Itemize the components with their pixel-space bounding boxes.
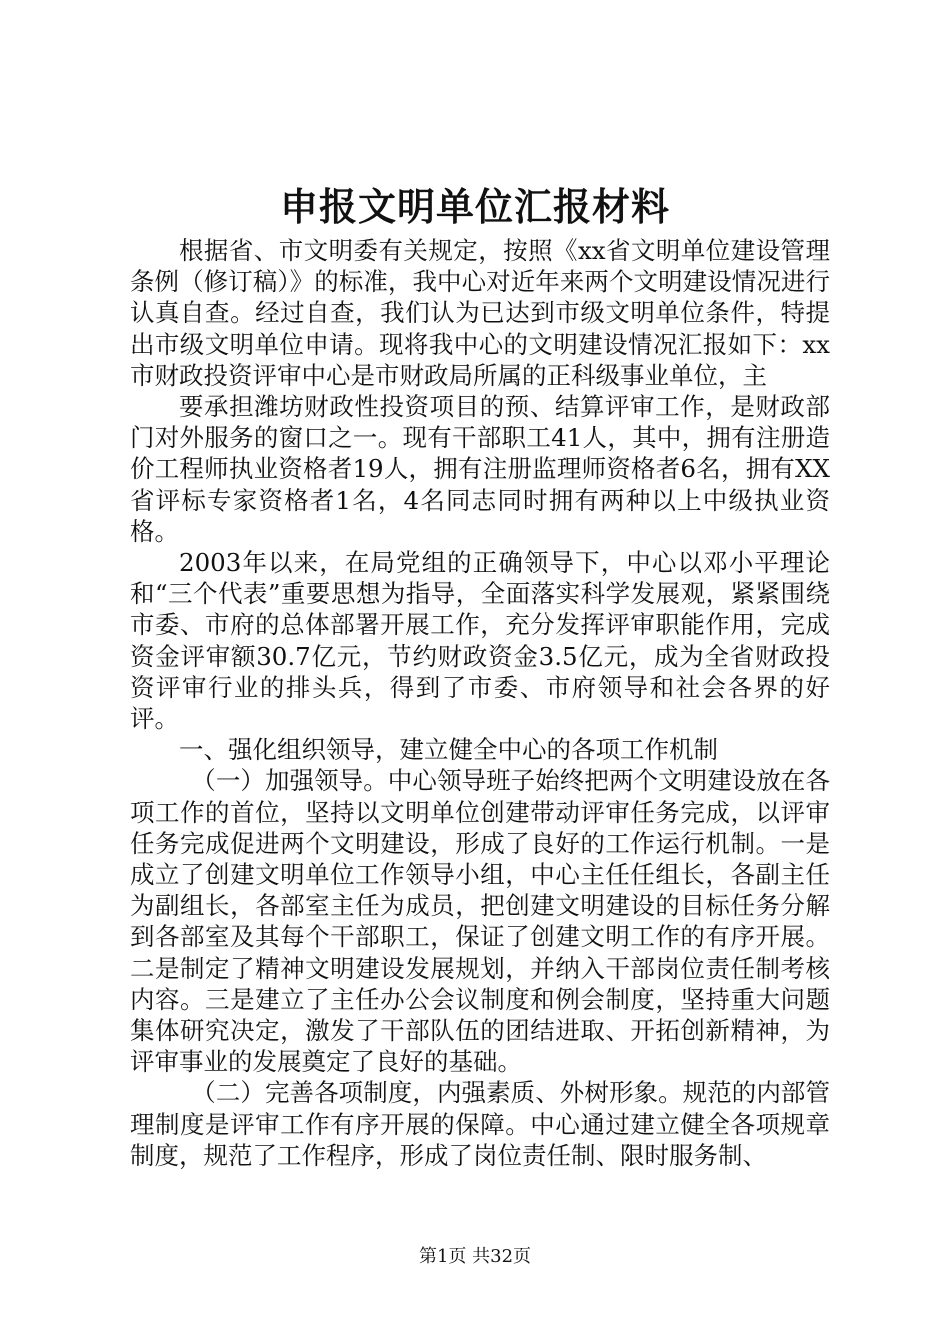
document-title: 申报文明单位汇报材料 [279,185,670,229]
paragraph-leadership: （一）加强领导。中心领导班子始终把两个文明建设放在各项工作的首位，坚持以文明单位创建带动评审任务完成，以评审任务完成促进两个文明建设，形成了良好的工作运行机制。一是成立了创建文明单位工作领导小组，中心主任任组长，各副主任为副组长，各部室主任为成员，把创建文明建设的目标任务分解到各部室及其每个干部职工，保证了创建文明工作的有序开展。二是制定了精神文明建设发展规划，并纳入干部岗位责任制考核内容。三是建立了主任办公会议制度和例会制度，坚持重大问题集体研究决定，激发了干部队伍的团结进取、开拓创新精神，为评审事业的发展奠定了良好的基础。 [130,766,830,1077]
paragraph-staff: 要承担潍坊财政性投资项目的预、结算评审工作，是财政部门对外服务的窗口之一。现有干部职工41人，其中，拥有注册造价工程师执业资格者19人，拥有注册监理师资格者6名，拥有XX省评标专家资格者1名，4名同志同时拥有两种以上中级执业资格。 [130,392,830,546]
paragraph-intro: 根据省、市文明委有关规定，按照《xx省文明单位建设管理条例（修订稿）》的标准，我中心对近年来两个文明建设情况进行认真自查。经过自查，我们认为已达到市级文明单位条件，特提出市级文明单位申请。现将我中心的文明建设情况汇报如下：xx市财政投资评审中心是市财政局所属的正科级事业单位，主 [130,236,830,390]
section-heading: 一、强化组织领导，建立健全中心的各项工作机制 [179,735,718,765]
paragraph-systems: （二）完善各项制度，内强素质、外树形象。规范的内部管理制度是评审工作有序开展的保障。中心通过建立健全各项规章制度，规范了工作程序，形成了岗位责任制、限时服务制、 [130,1078,830,1170]
page-footer: 第1页 共32页 [418,1246,532,1267]
document-body [130,235,830,1171]
paragraph-achievements: 2003年以来，在局党组的正确领导下，中心以邓小平理论和“三个代表”重要思想为指导，全面落实科学发展观，紧紧围绕市委、市府的总体部署开展工作，充分发挥评审职能作用，完成资金评审额30.7亿元，节约财政资金3.5亿元，成为全省财政投资评审行业的排头兵，得到了市委、市府领导和社会各界的好评。 [130,548,830,734]
